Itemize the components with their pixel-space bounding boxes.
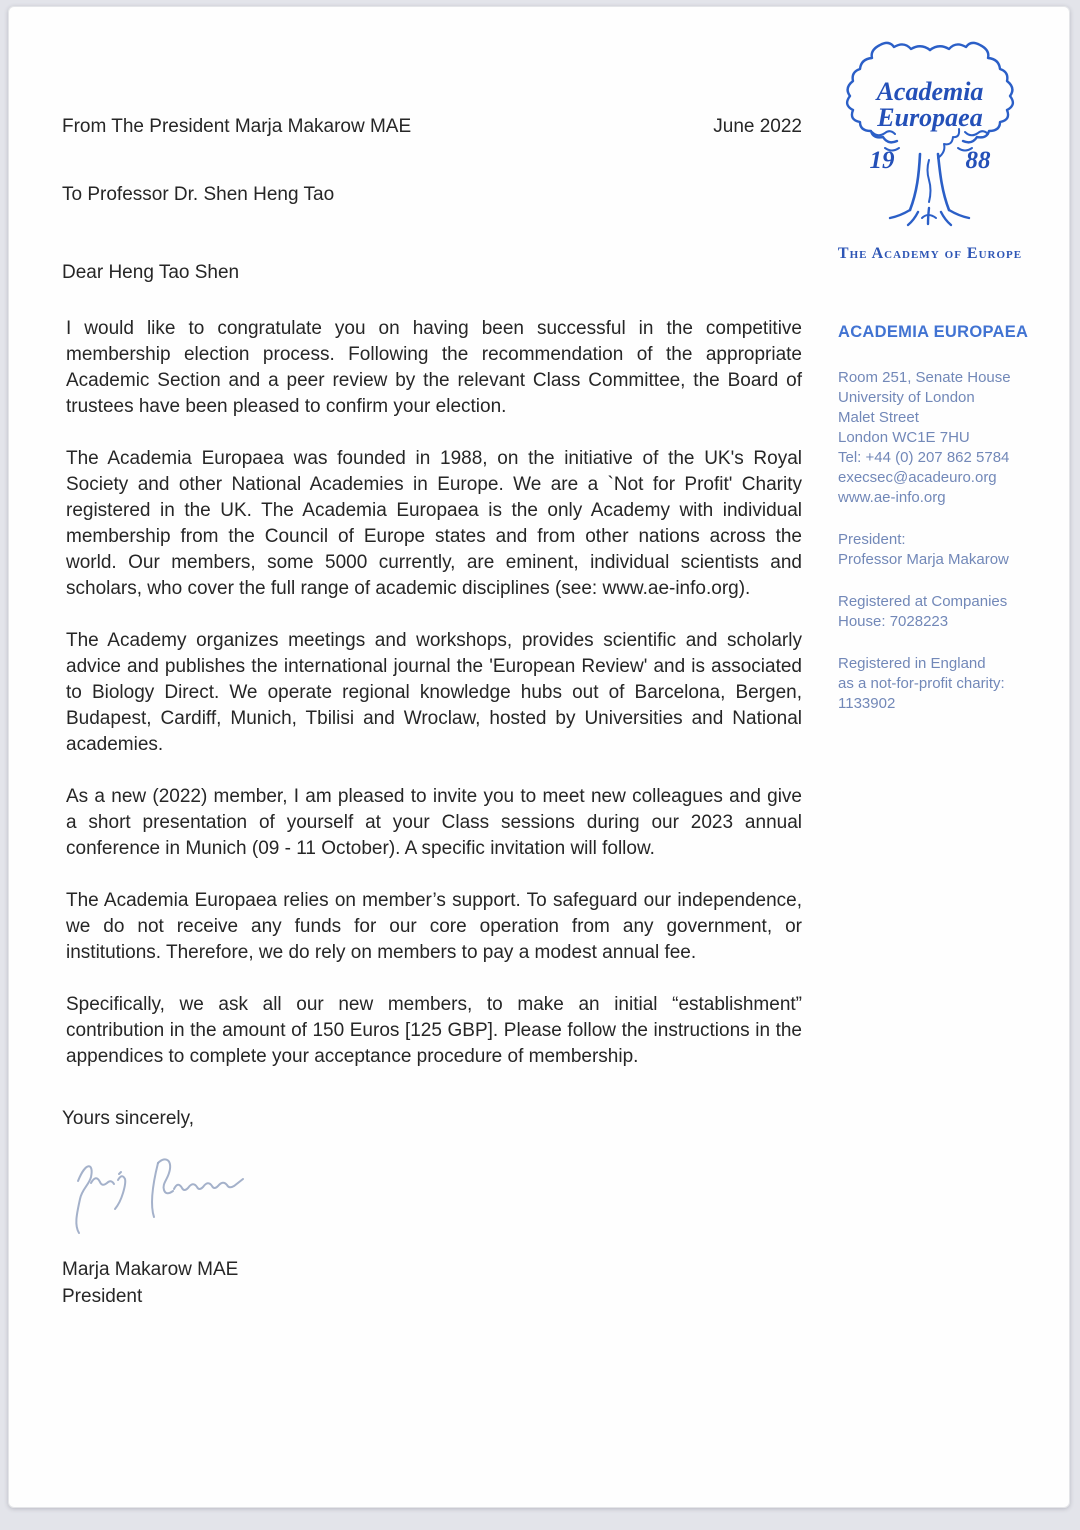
sidebar-charity-registration xyxy=(838,654,1038,714)
tree-logo-icon xyxy=(830,36,1030,236)
contact-sidebar xyxy=(838,322,1038,736)
phone-line: Tel: +44 (0) 207 862 5784 xyxy=(838,449,1010,466)
charity-line: 1133902 xyxy=(838,695,896,712)
paragraph-invitation: As a new (2022) member, I am pleased to invite you to meet new colleagues and give a short presentation of yourself at your Class sessions during our 2023 annual conference in Munich (09 - 11 October). A specific invitation will follow. xyxy=(66,786,802,859)
letter-page xyxy=(8,6,1070,1508)
logo-year-left: 19 xyxy=(869,147,895,174)
signature-ink-icon xyxy=(62,1147,262,1247)
address-line: London WC1E 7HU xyxy=(838,429,970,446)
charity-line: as a not-for-profit charity: xyxy=(838,675,1005,692)
paragraph-independence: The Academia Europaea relies on member’s support. To safeguard our independence, we do not receive any funds for our core operation from any government, or institutions. Therefore, we do rely on members to pay a modest annual fee. xyxy=(66,890,802,963)
logo-name-line2: Europaea xyxy=(877,103,983,132)
address-line: Room 251, Senate House xyxy=(838,369,1011,386)
letter-body xyxy=(62,114,802,1310)
companies-line: Registered at Companies xyxy=(838,593,1008,610)
email-line: execsec@acadeuro.org xyxy=(838,469,997,486)
logo-year-right: 88 xyxy=(965,147,991,174)
address-line: University of London xyxy=(838,389,975,406)
logo-caption: The Academy of Europe xyxy=(837,245,1023,262)
logo-name-line1: Academia xyxy=(876,77,984,106)
paragraph-contribution: Specifically, we ask all our new members, to make an initial “establishment” contribution in the amount of 150 Euros [125 GBP]. Please follow the instructions in the appendices to complete your acceptance procedure of membership. xyxy=(66,994,802,1067)
letter-header xyxy=(62,114,802,140)
sidebar-heading: ACADEMIA EUROPAEA xyxy=(838,323,1029,341)
academia-europaea-logo xyxy=(830,36,1030,263)
salutation-line: Dear Heng Tao Shen xyxy=(62,262,240,283)
recipient-line: To Professor Dr. Shen Heng Tao xyxy=(62,184,335,205)
signer-block xyxy=(62,1256,802,1310)
closing-line: Yours sincerely, xyxy=(62,1108,195,1129)
charity-line: Registered in England xyxy=(838,655,986,672)
president-name: Professor Marja Makarow xyxy=(838,551,1009,568)
paragraph-about-academia: The Academia Europaea was founded in 1988, on the initiative of the UK's Royal Society and other National Academies in Europe. We are a `Not for Profit' Charity registered in the UK. The Academia Europaea is the only Academy with individual membership from the Council of Europe states and from other nations across the world. Our members, some 5000 currently, are eminent, individual scientists and scholars, who cover the full range of academic disciplines (see: www.ae-info.org). xyxy=(66,448,802,599)
signer-title: President xyxy=(62,1286,143,1307)
address-line: Malet Street xyxy=(838,409,919,426)
letter-date: June 2022 xyxy=(713,116,802,137)
signature xyxy=(62,1138,802,1256)
website-line: www.ae-info.org xyxy=(838,489,946,506)
paragraph-activities: The Academy organizes meetings and workshops, provides scientific and scholarly advice and publishes the international journal the 'European Review' and is associated to Biology Direct. We operate regional knowledge hubs out of Barcelona, Bergen, Budapest, Cardiff, Munich, Tbilisi and Wroclaw, hosted by Universities and National academies. xyxy=(66,630,802,755)
president-label: President: xyxy=(838,531,906,548)
from-line: From The President Marja Makarow MAE xyxy=(62,116,412,137)
sidebar-president xyxy=(838,530,1038,570)
sidebar-address xyxy=(838,368,1038,508)
paragraph-congratulations: I would like to congratulate you on having been successful in the competitive membership election process. Following the recommendation of the appropriate Academic Section and a peer review by the relevant Class Committee, the Board of trustees have been pleased to confirm your election. xyxy=(66,318,802,417)
sidebar-companies-registration xyxy=(838,592,1038,632)
signer-name: Marja Makarow MAE xyxy=(62,1259,239,1280)
companies-line: House: 7028223 xyxy=(838,613,949,630)
